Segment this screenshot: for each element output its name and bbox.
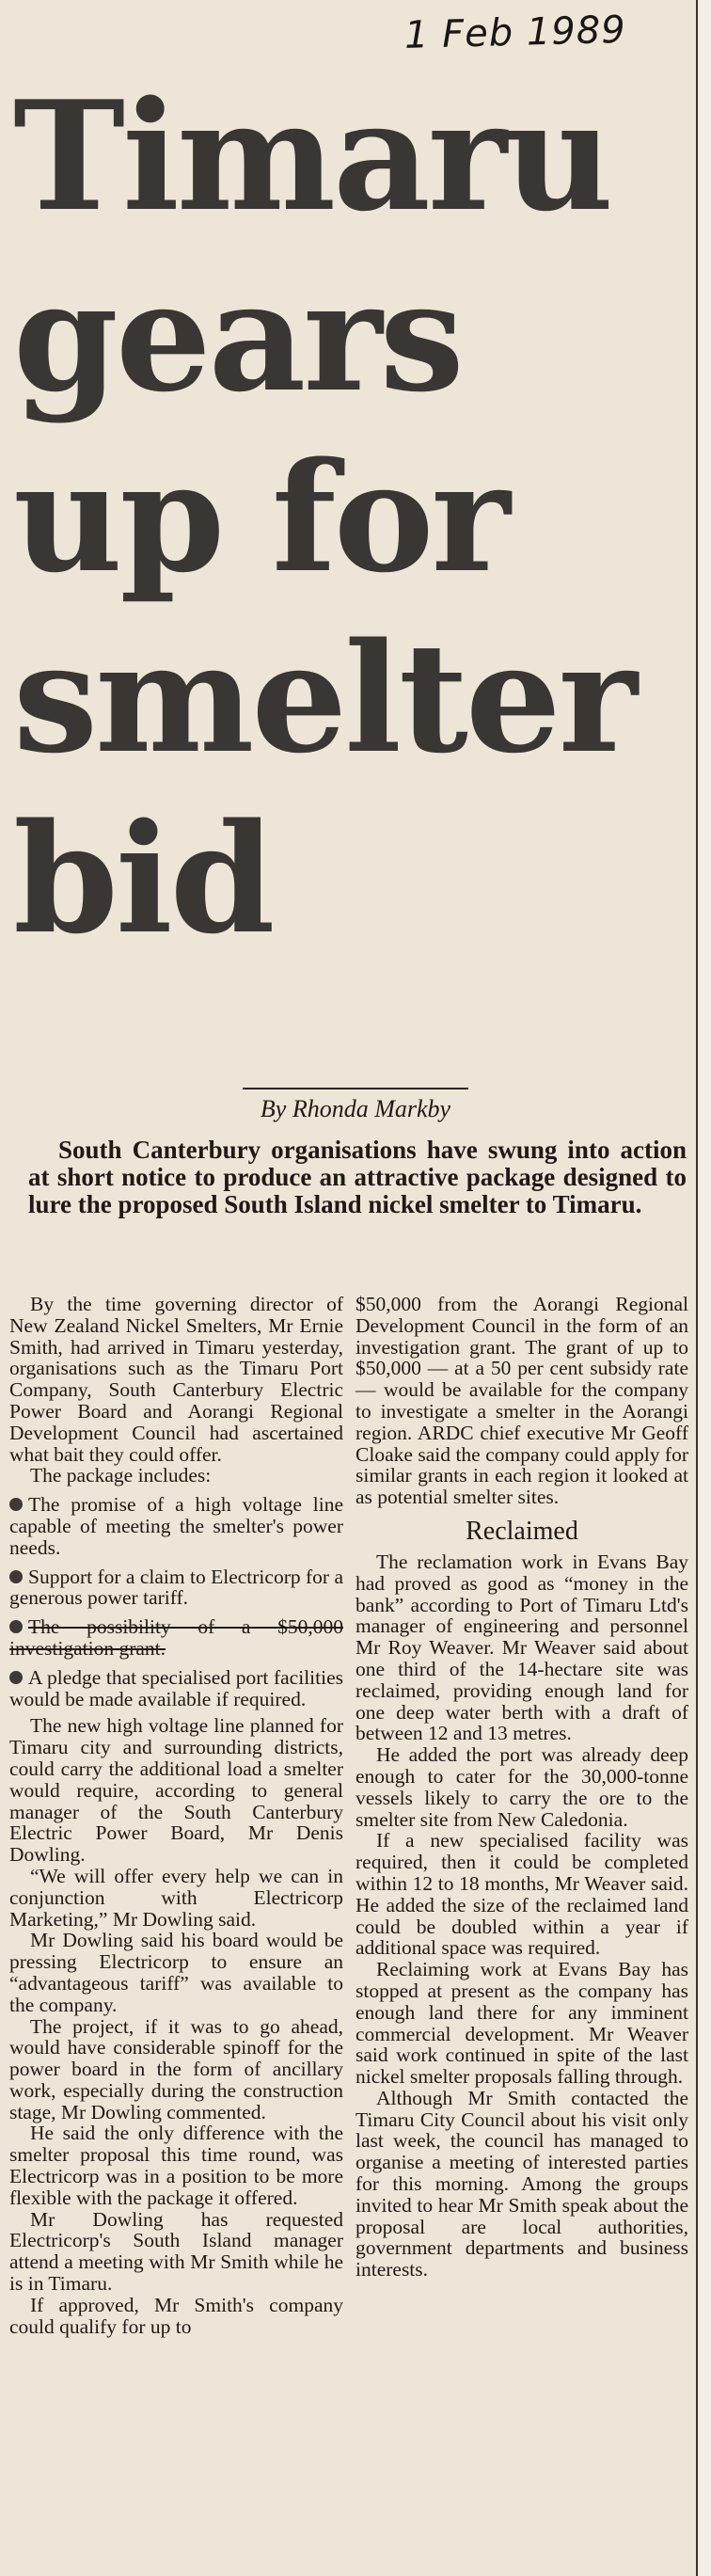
article-paragraph: The package includes: xyxy=(30,1464,212,1487)
headline-line: up for xyxy=(13,429,508,606)
bullet-icon xyxy=(9,1620,23,1633)
package-item-text: Support for a claim to Electricorp for a generous power tariff. xyxy=(9,1565,343,1610)
article-paragraph: Mr Dowling has requested Electricorp's South Island manager attend a meeting with Mr Smith while he is in Timaru. xyxy=(9,2207,343,2296)
headline-line: smelter xyxy=(13,610,635,787)
intro-paragraph: South Canterbury organisations have swung into action at short notice to produce an attractive package designed to lure the proposed South Island nickel smelter to Timaru. xyxy=(28,1136,687,1218)
package-item-text: A pledge that specialised port facilities would be made available if required. xyxy=(9,1665,343,1710)
article-paragraph: He added the port was already deep enough to cater for the 30,000-tonne vessels likely to carry the ore to the smelter site from New Caledonia. xyxy=(356,1743,688,1831)
bullet-icon xyxy=(9,1671,23,1684)
article-paragraph: “We will offer every help we can in conjunction with Electricorp Marketing,” Mr Dowling said. xyxy=(9,1864,343,1931)
package-item xyxy=(9,1667,343,1710)
article-paragraph: The reclamation work in Evans Bay had proved as good as “money in the bank” according to Port of Timaru Ltd's manager of engineering and personnel Mr Roy Weaver. Mr Weaver said about one third of the 14-hectare site was reclaimed, providing enough land for one deep water berth with a draft of between 12 and 13 metres. xyxy=(356,1550,688,1745)
article-paragraph: The new high voltage line planned for Timaru city and surrounding districts, could carry the additional load a smelter would require, according to general manager of the South Canterbury Electric Power Board, Mr Denis Dowling. xyxy=(9,1714,343,1867)
package-item-text: The possibility of a $50,000 investigation grant. xyxy=(9,1615,343,1660)
right-column xyxy=(356,1294,688,2281)
article-paragraph: The project, if it was to go ahead, would have considerable spinoff for the power board in the form of ancillary work, especially during the construction stage, Mr Dowling commented. xyxy=(9,2014,343,2123)
article-paragraph: If approved, Mr Smith's company could qualify for up to xyxy=(9,2293,343,2338)
package-item xyxy=(9,1494,343,1558)
section-subheading: Reclaimed xyxy=(466,1516,578,1546)
left-column xyxy=(9,1294,343,2337)
article-paragraph: If a new specialised facility was required, then it could be completed within 12 to 18 months, Mr Weaver said. He added the size of the reclaimed land could be doubled within a year if additional space was required. xyxy=(356,1829,688,1960)
article-paragraph: Although Mr Smith contacted the Timaru City Council about his visit only last week, the council has managed to organise a meeting of interested parties for this morning. Among the groups invited to hear Mr Smith speak about the proposal are local authorities, government departments and business interests. xyxy=(356,2086,688,2282)
bullet-icon xyxy=(9,1570,23,1583)
bullet-icon xyxy=(9,1498,23,1511)
article-paragraph: By the time governing director of New Zealand Nickel Smelters, Mr Ernie Smith, had arrived in Timaru yesterday, organisations such as the Timaru Port Company, South Canterbury Electric Power Board and Aorangi Regional Development Council had ascertained what bait they could offer. xyxy=(9,1293,343,1466)
article-paragraph: Mr Dowling said his board would be pressing Electricorp to ensure an “advantageous tariff” was available to the company. xyxy=(9,1929,343,2016)
package-item xyxy=(9,1566,343,1610)
headline xyxy=(13,66,690,969)
headline-line: bid xyxy=(13,790,273,967)
article-paragraph: $50,000 from the Aorangi Regional Development Council in the form of an investigation grant. The grant of up to $50,000 — at a 50 per cent subsidy rate — would be available for the company to investigate a smelter in the Aorangi region. ARDC chief executive Mr Geoff Cloake said the company could apply for similar grants in each region it looked at as potential smelter sites. xyxy=(356,1293,688,1509)
package-item xyxy=(9,1616,343,1660)
article-paragraph: He said the only difference with the smelter proposal this time round, was Electricorp was in a position to be more flexible with the package it offered. xyxy=(9,2122,343,2209)
package-item-text: The promise of a high voltage line capable of meeting the smelter's power needs. xyxy=(9,1493,343,1559)
headline-line: gears xyxy=(13,248,462,425)
article-paragraph: Reclaiming work at Evans Bay has stopped at present as the company has enough land there for any imminent commercial development. Mr Weaver said work continued in spite of the last nickel smelter proposals falling through. xyxy=(356,1958,688,2089)
byline: By Rhonda Markby xyxy=(243,1088,468,1123)
headline-line: Timaru xyxy=(13,68,611,245)
handwritten-date: 1 Feb 1989 xyxy=(403,8,627,57)
